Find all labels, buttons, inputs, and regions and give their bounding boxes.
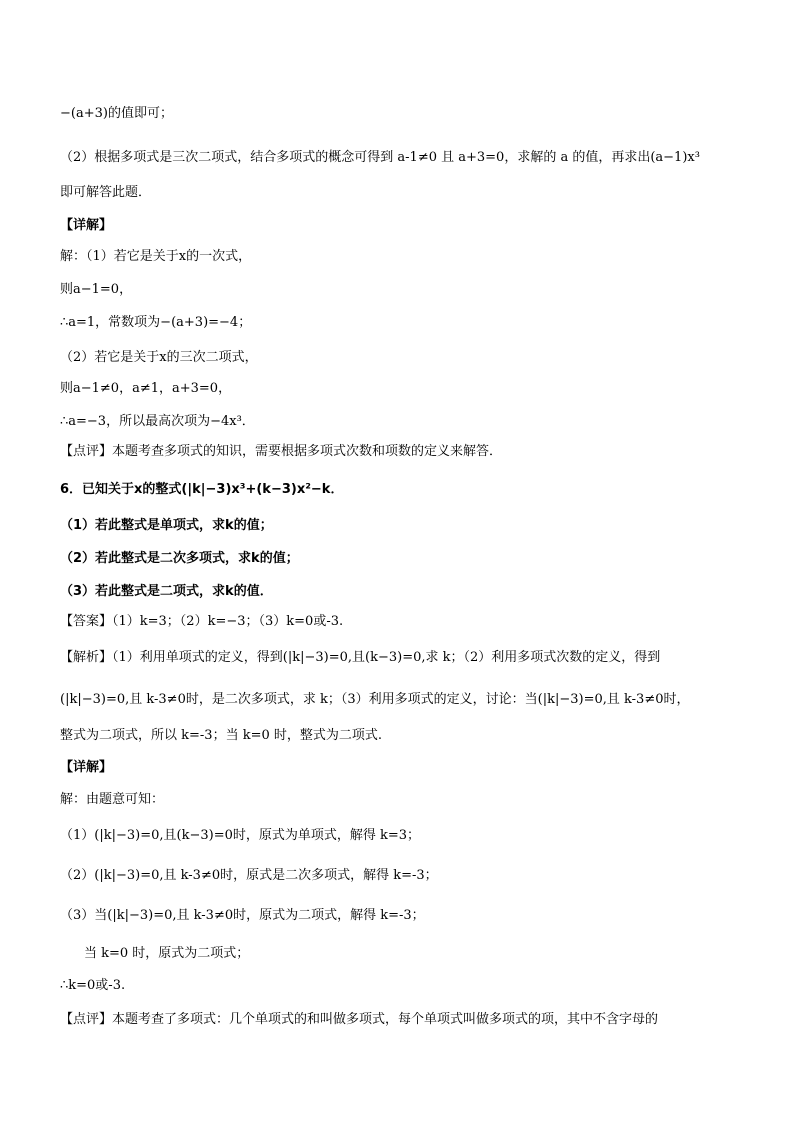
text-line: −(a+3)的值即可； (60, 106, 173, 121)
section-heading: 【详解】 (60, 218, 113, 233)
analysis-line: 【解析】（1）利用单项式的定义，得到(|k|−3)=0,且(k−3)=0,求 k；（2）利用多项式次数的定义，得到 (60, 650, 661, 665)
text-line: （3）当(|k|−3)=0,且 k-3≠0时，原式为二项式，解得 k=-3； (60, 908, 425, 923)
text-line: ∴a=1，常数项为−(a+3)=−4； (60, 315, 252, 330)
text-line: 解：（1）若它是关于x的一次式， (60, 249, 252, 264)
section-heading: 【详解】 (60, 760, 113, 775)
text-line: 解：由题意可知： (60, 792, 165, 807)
text-line: （1）(|k|−3)=0,且(k−3)=0时，原式为单项式，解得 k=3； (60, 828, 421, 843)
question-part: （3）若此整式是二项式，求k的值． (60, 584, 273, 599)
analysis-line: 整式为二项式，所以 k=-3；当 k=0 时，整式为二项式. (60, 728, 383, 743)
text-line: 即可解答此题． (60, 185, 152, 200)
question-title: 6．已知关于x的整式(|k|−3)x³+(k−3)x²−k． (60, 482, 344, 497)
text-line: （2）若它是关于x的三次二项式， (60, 350, 258, 365)
text-line: 则a−1≠0，a≠1，a+3=0， (60, 381, 232, 396)
question-part: （2）若此整式是二次多项式，求k的值； (60, 551, 299, 566)
text-line: ∴a=−3，所以最高次项为−4x³． (60, 414, 255, 429)
text-line: （2）(|k|−3)=0,且 k-3≠0时，原式是二次多项式，解得 k=-3； (60, 868, 438, 883)
text-line: （2）根据多项式是三次二项式，结合多项式的概念可得到 a-1≠0 且 a+3=0，求解的 a 的值，再求出(a−1)x³ (60, 150, 700, 165)
analysis-line: (|k|−3)=0,且 k-3≠0时，是二次多项式，求 k；（3）利用多项式的定义，讨论：当(|k|−3)=0,且 k-3≠0时， (60, 692, 690, 707)
text-line: 则a−1=0， (60, 282, 133, 297)
text-line: 当 k=0 时，原式为二项式； (84, 946, 250, 961)
text-line: ∴k=0或-3. (60, 978, 126, 993)
comment-line: 【点评】本题考查了多项式：几个单项式的和叫做多项式，每个单项式叫做多项式的项，其中不含字母的 (60, 1012, 659, 1027)
question-part: （1）若此整式是单项式，求k的值； (60, 518, 273, 533)
answer-line: 【答案】（1）k=3；（2）k=−3；（3）k=0或-3. (60, 614, 344, 629)
comment-line: 【点评】本题考查多项式的知识，需要根据多项式次数和项数的定义来解答． (60, 444, 503, 459)
